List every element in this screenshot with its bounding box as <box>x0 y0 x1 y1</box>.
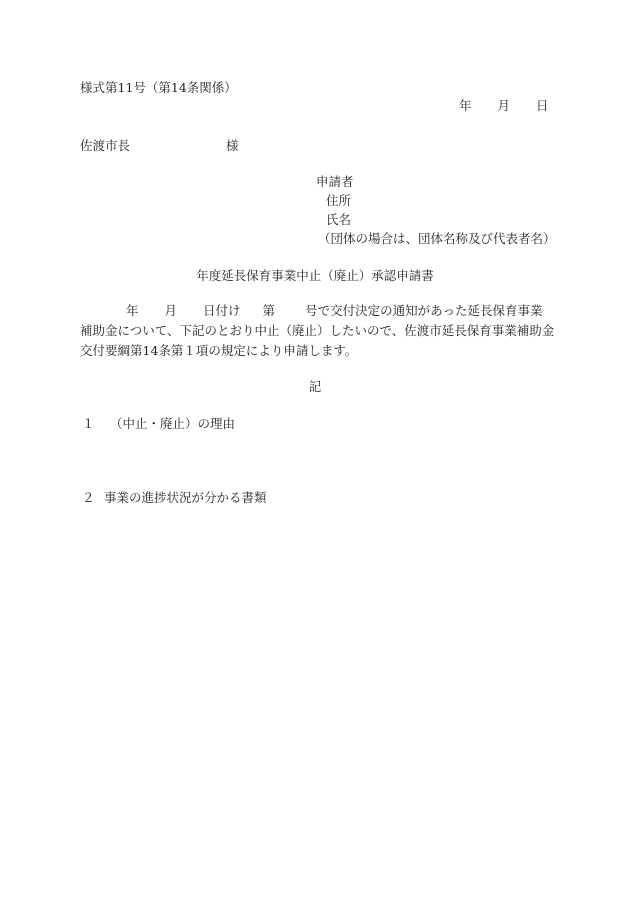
applicant-label: 申請者 <box>316 174 354 189</box>
body-paragraph <box>80 305 555 365</box>
body-line-3: 交付要綱第14条第１項の規定により申請します。 <box>80 343 358 358</box>
item-text: （中止・廃止）の理由 <box>110 416 236 431</box>
body-year: 年 <box>126 303 139 318</box>
applicant-address-label: 住所 <box>326 193 352 208</box>
date-line <box>459 100 549 113</box>
form-number: 様式第11号（第14条関係） <box>80 80 237 95</box>
list-item <box>82 418 235 431</box>
body-day: 日付け <box>203 303 241 318</box>
addressee-name: 佐渡市長 <box>80 138 131 153</box>
body-line-1 <box>80 305 555 325</box>
item-number: ２ <box>82 490 95 505</box>
ki-heading: 記 <box>308 379 322 394</box>
body-line-1-rest: 号で交付決定の通知があった延長保育事業 <box>305 303 543 318</box>
date-day: 日 <box>536 98 549 113</box>
date-year: 年 <box>459 98 472 113</box>
applicant-block <box>316 176 556 252</box>
item-number: １ <box>82 416 95 431</box>
date-month: 月 <box>497 98 511 113</box>
addressee <box>80 138 239 153</box>
body-line-2: 補助金について、下記のとおり中止（廃止）したいので、佐渡市延長保育事業補助金 <box>80 323 555 338</box>
list-item <box>82 492 267 505</box>
body-month: 月 <box>164 303 178 318</box>
applicant-name-label: 氏名 <box>326 212 352 227</box>
document-title: 年度延長保育事業中止（廃止）承認申請書 <box>196 268 434 283</box>
applicant-note: （団体の場合は、団体名称及び代表者名） <box>318 231 556 246</box>
item-text: 事業の進捗状況が分かる書類 <box>104 490 267 505</box>
addressee-honorific: 様 <box>226 138 239 153</box>
body-dai: 第 <box>262 303 276 318</box>
